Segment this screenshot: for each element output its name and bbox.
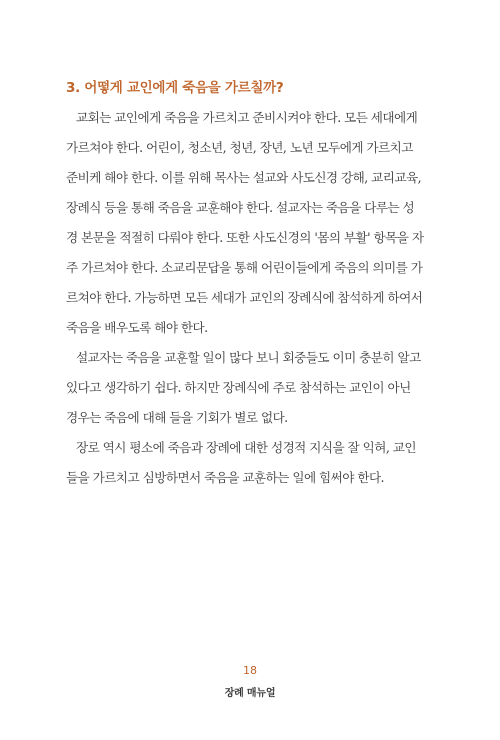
text-line: 주 가르쳐야 한다. 소교리문답을 통해 어린이들에게 죽음의 의미를 가 (66, 260, 423, 275)
paragraph-3 (66, 433, 436, 493)
text-line: 장례식 등을 통해 죽음을 교훈해야 한다. 설교자는 죽음을 다루는 성 (66, 200, 415, 215)
paragraph-1 (66, 103, 436, 343)
text-line: 있다고 생각하기 쉽다. 하지만 장례식에 주로 참석하는 교인이 아닌 (66, 380, 411, 395)
text-line: 준비케 해야 한다. 이를 위해 목사는 설교와 사도신경 강해, 교리교육, (66, 170, 422, 185)
running-footer-title: 장례 매뉴얼 (224, 688, 276, 699)
paragraph-2 (66, 343, 436, 433)
text-line: 경 본문을 적절히 다뤄야 한다. 또한 사도신경의 '몸의 부활' 항목을 자 (66, 230, 424, 245)
text-line: 경우는 죽음에 대해 들을 기회가 별로 없다. (66, 410, 288, 425)
text-line: 르쳐야 한다. 가능하면 모든 세대가 교인의 장례식에 참석하게 하여서 (66, 290, 423, 305)
text-line: 장로 역시 평소에 죽음과 장례에 대한 성경적 지식을 잘 익혀, 교인 (76, 440, 416, 455)
text-line: 들을 가르치고 심방하면서 죽음을 교훈하는 일에 힘써야 한다. (66, 470, 385, 485)
text-line: 설교자는 죽음을 교훈할 일이 많다 보니 회중들도 이미 충분히 알고 (76, 350, 421, 365)
text-line: 교회는 교인에게 죽음을 가르치고 준비시켜야 한다. 모든 세대에게 (76, 110, 418, 125)
body-text (66, 103, 436, 493)
text-line: 가르쳐야 한다. 어린이, 청소년, 청년, 장년, 노년 모두에게 가르치고 (66, 140, 413, 155)
text-line: 죽음을 배우도록 해야 한다. (66, 320, 208, 335)
page-number: 18 (243, 664, 257, 677)
section-heading: 3. 어떻게 교인에게 죽음을 가르칠까? (66, 80, 284, 96)
